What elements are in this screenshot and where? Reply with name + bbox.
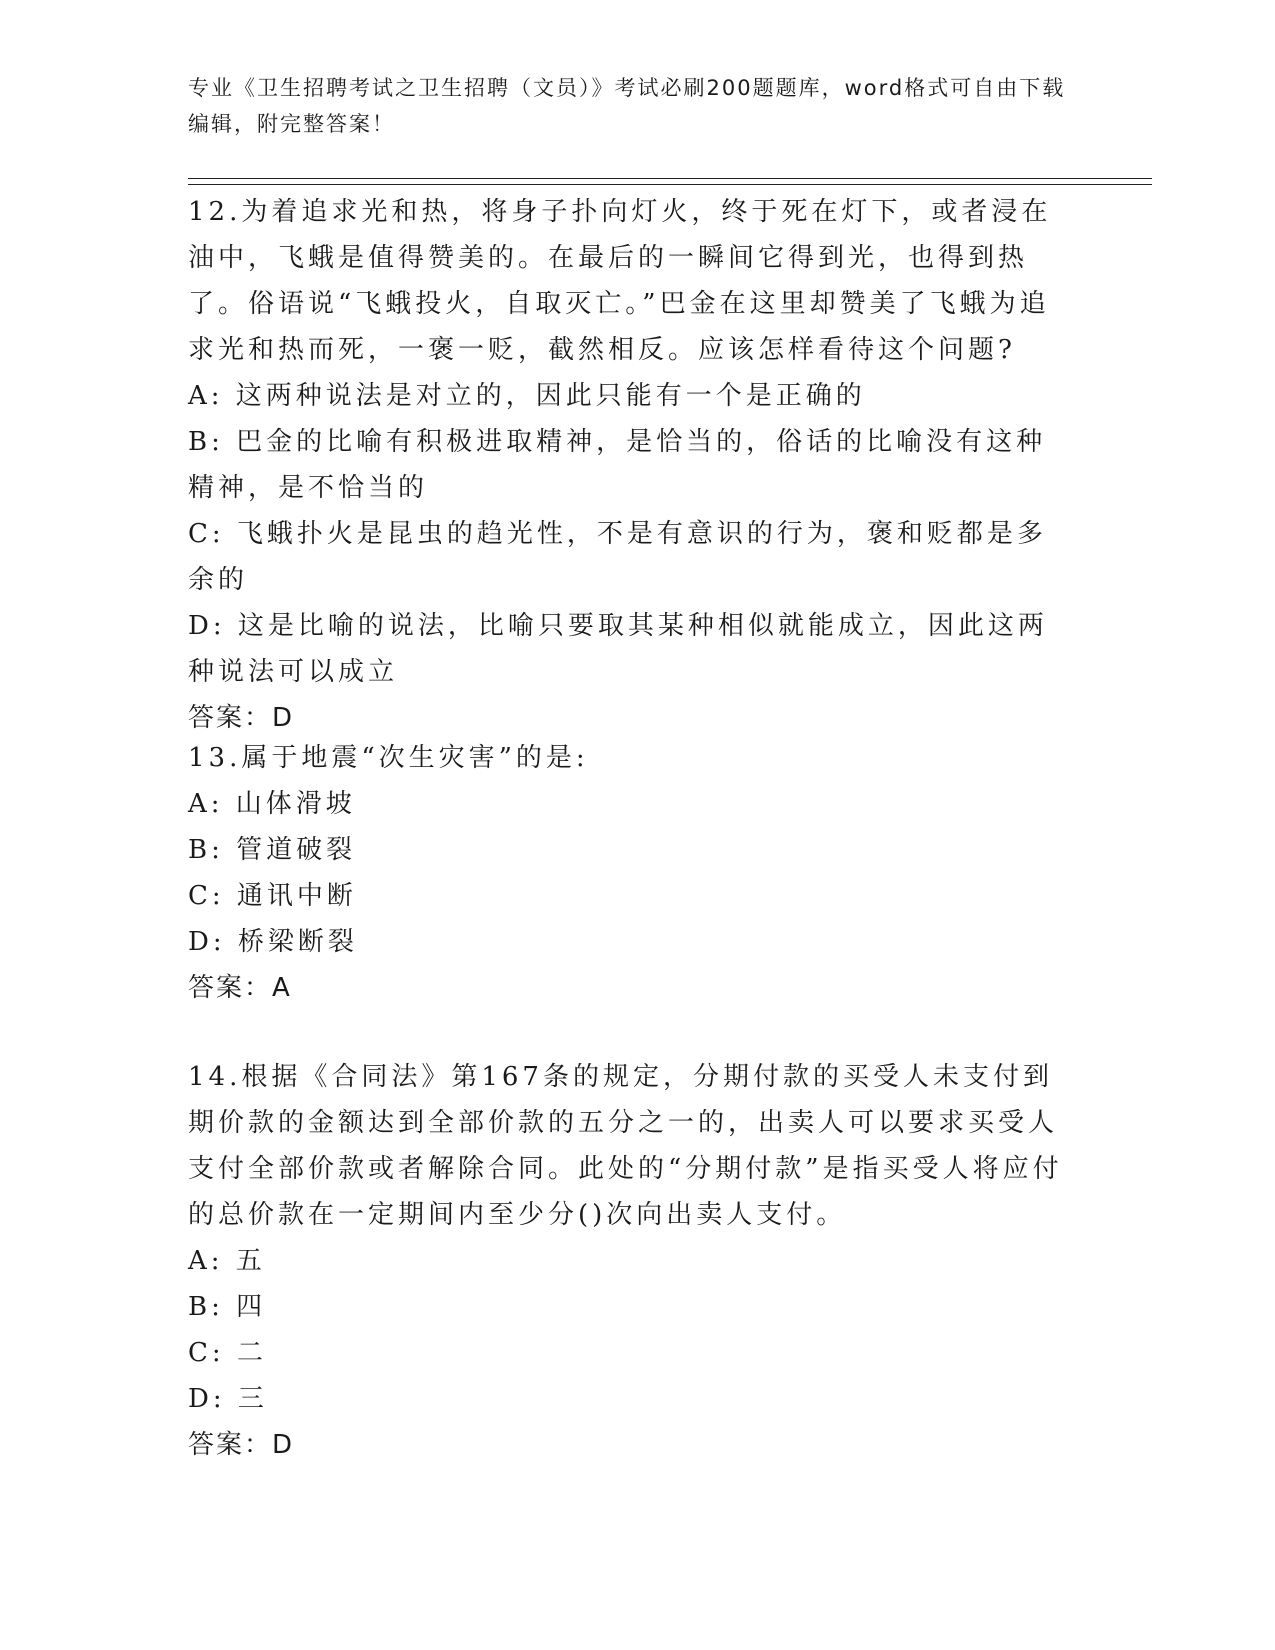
header-rule-bottom <box>188 184 1152 185</box>
answer: 答案：D <box>188 1430 295 1460</box>
option-a: A: 五 <box>188 1246 266 1276</box>
option-a: A: 山体滑坡 <box>188 789 356 819</box>
question-block <box>188 735 1068 1011</box>
option-a: A: 这两种说法是对立的，因此只能有一个是正确的 <box>188 381 866 411</box>
option-b: B: 巴金的比喻有积极进取精神，是恰当的，俗话的比喻没有这种精神，是不恰当的 <box>188 427 1047 503</box>
question-stem: 12.为着追求光和热，将身子扑向灯火，终于死在灯下，或者浸在油中，飞蛾是值得赞美的。在最后的一瞬间它得到光，也得到热了。俗语说“飞蛾投火，自取灭亡。”巴金在这里却赞美了飞蛾为追求光和热而死，一褒一贬，截然相反。应该怎样看待这个问题? <box>188 197 1052 365</box>
answer: 答案：D <box>188 703 295 733</box>
option-d: D: 三 <box>188 1384 268 1414</box>
option-d: D: 桥梁断裂 <box>188 927 358 957</box>
question-stem: 14.根据《合同法》第167条的规定，分期付款的买受人未支付到期价款的金额达到全部价款的五分之一的，出卖人可以要求买受人支付全部价款或者解除合同。此处的“分期付款”是指买受人将应付的总价款在一定期间内至少分()次向出卖人支付。 <box>188 1062 1063 1230</box>
answer: 答案：A <box>188 973 292 1003</box>
question-stem: 13.属于地震“次生灾害”的是: <box>188 743 589 773</box>
question-block <box>188 189 1068 741</box>
option-b: B: 管道破裂 <box>188 835 357 865</box>
option-c: C: 二 <box>188 1338 267 1368</box>
option-c: C: 通讯中断 <box>188 881 357 911</box>
question-block <box>188 1054 1068 1468</box>
option-b: B: 四 <box>188 1292 267 1322</box>
document-header: 专业《卫生招聘考试之卫生招聘（文员）》考试必刷200题题库，word格式可自由下载编辑，附完整答案！ <box>188 76 1066 136</box>
header-rule-top <box>188 178 1152 179</box>
option-d: D: 这是比喻的说法，比喻只要取其某种相似就能成立，因此这两种说法可以成立 <box>188 611 1048 687</box>
option-c: C: 飞蛾扑火是昆虫的趋光性，不是有意识的行为，褒和贬都是多余的 <box>188 519 1047 595</box>
